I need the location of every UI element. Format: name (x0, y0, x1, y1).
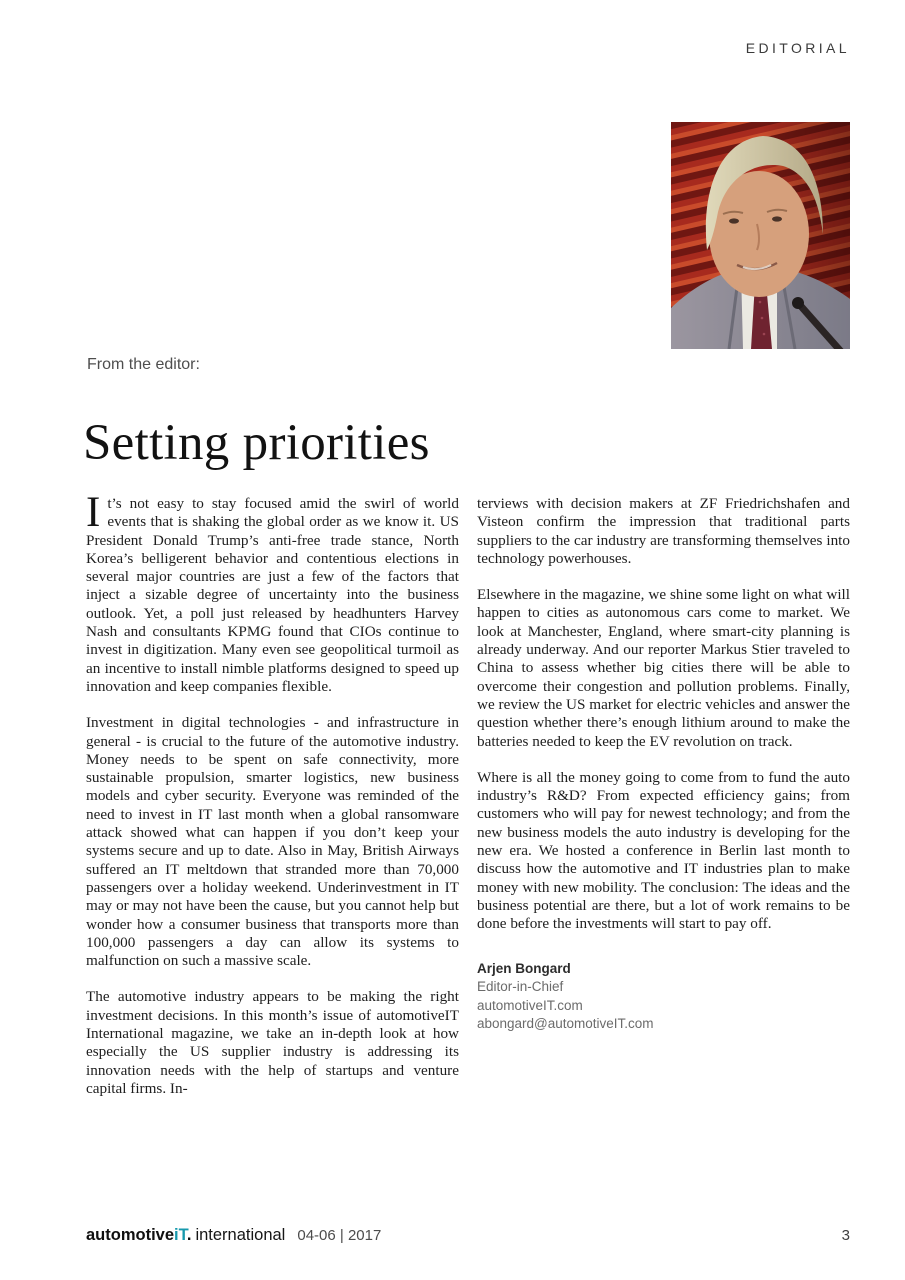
page-number: 3 (841, 1227, 850, 1244)
logo-international: international (195, 1226, 286, 1244)
article-paragraph: terviews with decision makers at ZF Friedrichshafen and Visteon confirm the impression that traditional parts suppliers to the car industry are transforming themselves into technology powerhouses. (477, 495, 850, 567)
from-the-editor-label: From the editor: (87, 356, 200, 373)
signature-block (477, 960, 850, 1034)
article-columns (86, 489, 850, 1116)
logo-dot: . (186, 1226, 192, 1244)
footer-left (86, 1226, 381, 1245)
page-footer (86, 1226, 850, 1245)
paragraph-text: t’s not easy to stay focused amid the swirl of world events that is shaking the global order as we know it. US President Donald Trump’s anti-free trade stance, North Korea’s belligerent behavior and contentious elections in several major countries are just a few of the factors that inject a sizable degree of uncertainty into the business outlook. Yet, a poll just released by headhunters Harvey Nash and consultants KPMG found that CIOs continue to invest in digitization. Many even see geopolitical turmoil as an incentive to install nimble platforms designed to speed up innovation and keep companies flexible. (86, 495, 459, 695)
signature-title: Editor-in-Chief (477, 979, 564, 995)
article-paragraph: Investment in digital technologies - and infrastructure in general - is crucial to the future of the automotive industry. Money needs to be spent on safe connectivity, more sustainable propulsion, smarter logistics, new business models and cyber security. Everyone was reminded of the need to invest in IT last month when a global ransomware attack showed what can happen if you don’t keep your systems secure and up to date. Also in May, British Airways suffered an IT meltdown that stranded more than 70,000 passengers over a holiday weekend. Underinvestment in IT may or may not have been the cause, but you cannot help but wonder how a consumer business that transports more than 100,000 passengers a day can allow its systems to malfunction on such a massive scale. (86, 714, 459, 970)
logo-it: iT (174, 1226, 187, 1244)
editorial-kicker: EDITORIAL (745, 40, 850, 56)
issue-date: 04-06 | 2017 (297, 1227, 382, 1244)
signature-email: abongard@automotiveIT.com (477, 1016, 654, 1032)
page-title: Setting priorities (83, 415, 430, 472)
magazine-logo (86, 1226, 285, 1244)
logo-automotive: automotive (86, 1226, 175, 1244)
article-paragraph: Elsewhere in the magazine, we shine some light on what will happen to cities as autonomous cars come to market. We look at Manchester, England, where smart-city planning is already underway. And our reporter Markus Stier traveled to China to assess whether big cities there will be able to overcome their congestion and pollution problems. Finally, we review the US market for electric vehicles and answer the question whether there’s enough lithium around to make the batteries needed to keep the EV revolution on track. (477, 586, 850, 750)
column-left (86, 489, 459, 1116)
signature-website: automotiveIT.com (477, 997, 583, 1013)
column-right (477, 495, 850, 1116)
article-paragraph: The automotive industry appears to be making the right investment decisions. In this month’s issue of automotiveIT International magazine, we take an in-depth look at how especially the US supplier industry is addressing its innovation needs with the help of startups and venture capital firms. In- (86, 988, 459, 1097)
article-paragraph: Where is all the money going to come from to fund the auto industry’s R&D? From expected efficiency gains; from customers who will pay for newest technology; and from the new business models the auto industry is developing for the new era. We hosted a conference in Berlin last month to discuss how the automotive and IT industries plan to make money with new mobility. The conclusion: The ideas and the business potential are there, but a lot of work remains to be done before the investments will start to pay off. (477, 768, 850, 933)
drop-cap: I (86, 489, 101, 536)
editor-photo (671, 122, 850, 349)
article-paragraph (86, 489, 459, 696)
signature-name: Arjen Bongard (477, 960, 571, 976)
